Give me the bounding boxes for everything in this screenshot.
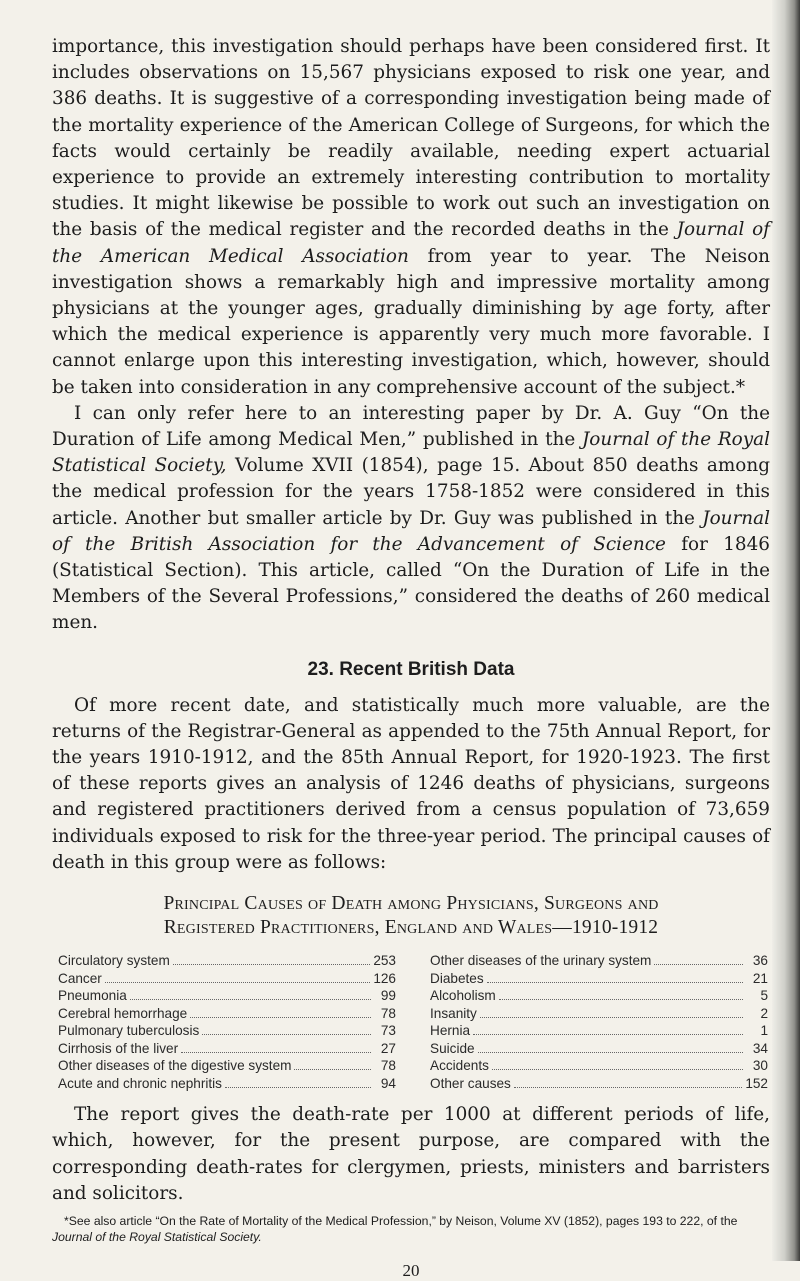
leader-dots [499, 999, 743, 1000]
leader-dots [173, 964, 371, 965]
leader-dots [225, 1087, 371, 1088]
table-row [430, 1057, 768, 1075]
causes-of-death-table [58, 952, 768, 1092]
cause-label: Cerebral hemorrhage [58, 1005, 188, 1021]
table-row [58, 970, 396, 988]
cause-label: Cirrhosis of the liver [58, 1040, 179, 1056]
leader-dots [514, 1087, 742, 1088]
document-page [52, 34, 770, 1281]
table-title-line-1: Principal Causes of Death among Physicians, Surgeons and [163, 893, 659, 915]
table-row [58, 1075, 396, 1093]
cause-label: Circulatory system [58, 953, 170, 969]
page-number: 20 [402, 1260, 420, 1280]
death-count: 30 [752, 1058, 768, 1074]
death-count: 5 [760, 988, 768, 1004]
leader-dots [654, 964, 743, 965]
leader-dots [181, 1052, 371, 1053]
table-column-right [430, 952, 768, 1092]
paragraph-death-rate-comparison: The report gives the death-rate per 1000 at different periods of life, which, however, for the present purpose, are compared with the corresponding death-rates for clergymen, priests, ministers and barristers and solicitors. [52, 1104, 770, 1204]
death-count: 21 [752, 970, 768, 986]
journal-title: Journal of the Royal Statistical Society. [52, 1229, 262, 1244]
cause-label: Insanity [430, 1005, 477, 1021]
section-heading: 23. Recent British Data [307, 658, 515, 680]
death-count: 99 [380, 988, 396, 1004]
death-count: 78 [380, 1058, 396, 1074]
journal-title: Journal of the American Medical Association [52, 219, 770, 267]
text-run: from year to year. The Neison investigation shows a remarkably high and impressive mortality among physicians at the younger ages, gradually diminishing by age forty, after which the medical experience is apparently very much more favorable. I cannot enlarge upon this interesting investigation, which, however, should be taken into consideration in any comprehensive account of the subject.* [52, 245, 771, 398]
table-row [58, 952, 396, 970]
text-run: importance, this investigation should perhaps have been considered first. It includes observations on 15,567 physicians exposed to risk one year, and 386 deaths. It is suggestive of a corresponding investigation being made of the mortality experience of the American College of Surgeons, for which the facts would certainly be readily available, needing expert actuarial experience to provide an extremely interesting contribution to mortality studies. It might likewise be possible to work out such an investigation on the basis of the medical register and the recorded deaths in the [52, 36, 770, 241]
cause-label: Other causes [430, 1075, 511, 1091]
text-run: Volume XVII (1854), page 15. About 850 deaths among the medical profession for the years 1758-1852 were considered in this article. Another but smaller article by Dr. Guy was published in the [52, 455, 770, 529]
cause-label: Other diseases of the urinary system [430, 953, 652, 969]
death-count: 27 [380, 1040, 396, 1056]
cause-label: Alcoholism [430, 988, 496, 1004]
cause-label: Diabetes [430, 970, 484, 986]
table-row [430, 1040, 768, 1058]
death-count: 126 [373, 970, 396, 986]
paragraph-neison-investigation [52, 34, 770, 401]
footnote [52, 1213, 770, 1245]
leader-dots [202, 1034, 371, 1035]
table-row [58, 1057, 396, 1075]
death-count: 1 [760, 1023, 768, 1039]
cause-label: Suicide [430, 1040, 475, 1056]
leader-dots [478, 1052, 743, 1053]
paragraph-registrar-general: Of more recent date, and statistically much more valuable, are the returns of the Registrar-General as appended to the 75th Annual Report, for the years 1910-1912, and the 85th Annual Report, for 1920-1923. The first of these reports gives an analysis of 1246 deaths of physicians, surgeons and registered practitioners derived from a census population of 73,659 individuals exposed to risk for the three-year period. The principal causes of death in this group were as follows: [52, 694, 770, 873]
death-count: 34 [752, 1040, 768, 1056]
leader-dots [492, 1069, 743, 1070]
table-row [430, 952, 768, 970]
death-count: 253 [373, 953, 396, 969]
cause-label: Acute and chronic nephritis [58, 1075, 222, 1091]
cause-label: Cancer [58, 970, 102, 986]
paragraph-guy-paper [52, 401, 770, 637]
text-run: for 1846 (Statistical Section). This article, called “On the Duration of Life in the Members of the Several Professions,” considered the deaths of 260 medical men. [52, 533, 770, 634]
journal-title: Journal of the Royal Statistical Society, [52, 429, 770, 477]
death-count: 78 [380, 1005, 396, 1021]
table-title [52, 892, 770, 940]
table-row [58, 1022, 396, 1040]
cause-label: Pulmonary tuberculosis [58, 1023, 200, 1039]
death-count: 2 [760, 1005, 768, 1021]
table-row [58, 1005, 396, 1023]
table-row [430, 970, 768, 988]
leader-dots [487, 982, 743, 983]
table-row [430, 1075, 768, 1093]
death-count: 152 [745, 1075, 768, 1091]
table-row [430, 987, 768, 1005]
cause-label: Hernia [430, 1023, 471, 1039]
death-count: 73 [380, 1023, 396, 1039]
page-edge-shadow [772, 0, 800, 1261]
table-title-line-2: Registered Practitioners, England and Wales—1910-1912 [163, 917, 659, 939]
cause-label: Other diseases of the digestive system [58, 1058, 292, 1074]
death-count: 94 [380, 1075, 396, 1091]
leader-dots [480, 1017, 743, 1018]
table-row [430, 1022, 768, 1040]
table-row [58, 1040, 396, 1058]
leader-dots [294, 1069, 371, 1070]
table-row [430, 1005, 768, 1023]
leader-dots [105, 982, 370, 983]
death-count: 36 [752, 953, 768, 969]
journal-title: Journal of the British Association for the Advancement of Science [52, 507, 770, 555]
cause-label: Pneumonia [58, 988, 127, 1004]
leader-dots [473, 1034, 743, 1035]
text-run: *See also article “On the Rate of Mortality of the Medical Profession,” by Neison, Volume XV (1852), pages 193 to 222, of the [64, 1213, 738, 1228]
text-run: I can only refer here to an interesting paper by Dr. A. Guy “On the Duration of Life among Medical Men,” published in the [52, 402, 770, 451]
table-row [58, 987, 396, 1005]
cause-label: Accidents [430, 1058, 489, 1074]
table-column-left [58, 952, 396, 1092]
leader-dots [130, 999, 371, 1000]
leader-dots [190, 1017, 371, 1018]
